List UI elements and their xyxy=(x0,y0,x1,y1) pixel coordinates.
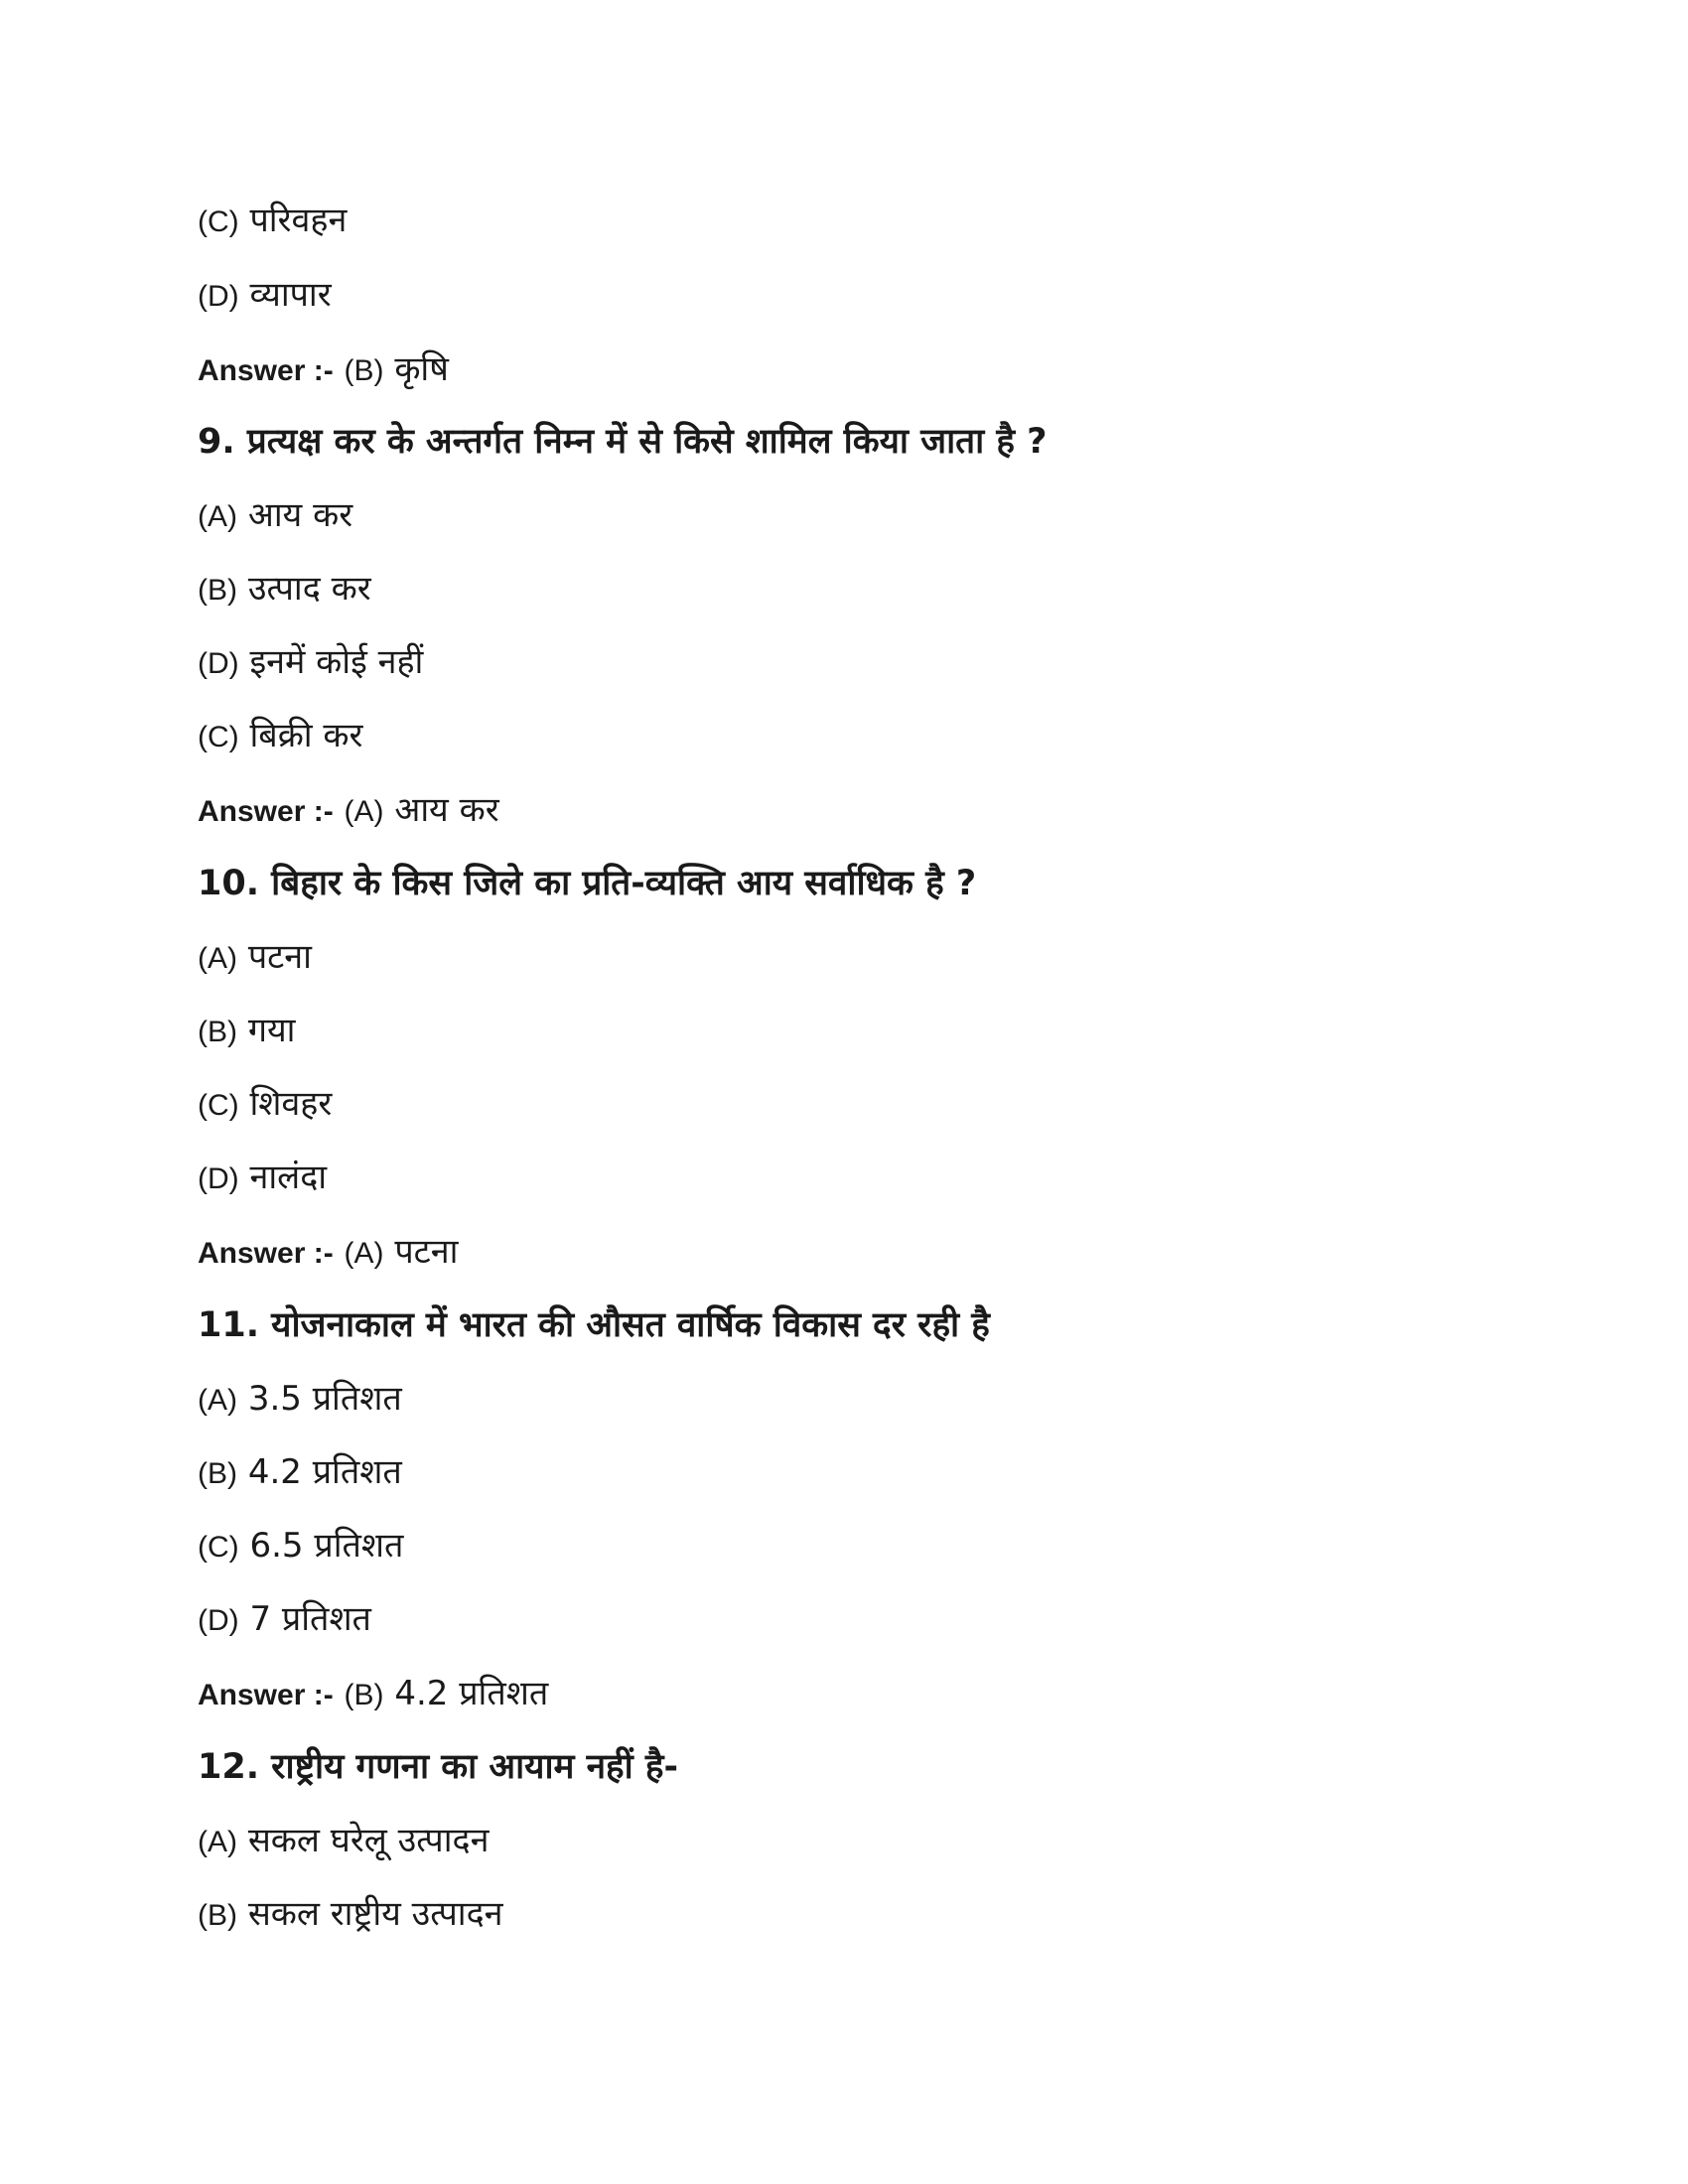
option-letter: (D) xyxy=(198,1604,239,1637)
option-line xyxy=(198,1377,402,1421)
option-line xyxy=(198,1819,489,1862)
question-heading: 11. योजनाकाल में भारत की औसत वार्षिक विकास दर रही है xyxy=(198,1305,990,1345)
option-line xyxy=(198,1597,371,1641)
option-text: उत्पाद कर xyxy=(247,569,371,609)
option-line xyxy=(198,1892,503,1936)
answer-line xyxy=(198,1672,548,1715)
question-heading: 10. बिहार के किस जिले का प्रति-व्यक्ति आय सर्वाधिक है ? xyxy=(198,864,977,903)
option-line xyxy=(198,273,332,317)
question-heading: 12. राष्ट्रीय गणना का आयाम नहीं है- xyxy=(198,1747,678,1787)
answer-line xyxy=(198,788,499,832)
answer-letter: (A) xyxy=(344,1237,384,1270)
option-line xyxy=(198,1450,402,1494)
answer-text: कृषि xyxy=(394,349,449,389)
answer-text: 4.2 प्रतिशत xyxy=(394,1674,549,1713)
option-letter: (A) xyxy=(198,500,237,533)
option-text: 4.2 प्रतिशत xyxy=(247,1452,402,1492)
option-line xyxy=(198,567,371,611)
option-text: बिक्री कर xyxy=(249,716,363,755)
option-letter: (A) xyxy=(198,1826,237,1858)
option-text: परिवहन xyxy=(249,201,348,240)
option-letter: (C) xyxy=(198,1531,239,1564)
answer-letter: (B) xyxy=(344,1679,384,1711)
option-letter: (C) xyxy=(198,205,239,238)
option-text: आय कर xyxy=(247,495,353,535)
option-line xyxy=(198,1082,332,1126)
answer-letter: (A) xyxy=(344,795,384,828)
option-line xyxy=(198,640,423,684)
question-heading: 9. प्रत्यक्ष कर के अन्तर्गत निम्न में से किसे शामिल किया जाता है ? xyxy=(198,422,1048,462)
option-text: व्यापार xyxy=(249,275,332,315)
option-letter: (B) xyxy=(198,1899,237,1932)
option-letter: (B) xyxy=(198,1016,237,1048)
option-letter: (C) xyxy=(198,721,239,753)
option-text: पटना xyxy=(247,937,312,977)
answer-label: Answer :- xyxy=(198,1237,334,1270)
option-letter: (D) xyxy=(198,647,239,680)
option-text: सकल घरेलू उत्पादन xyxy=(247,1821,490,1860)
option-line xyxy=(198,493,352,537)
answer-text: पटना xyxy=(394,1232,459,1272)
option-line xyxy=(198,1156,327,1199)
option-line xyxy=(198,1524,403,1568)
option-letter: (A) xyxy=(198,1384,237,1417)
option-line xyxy=(198,714,362,757)
option-text: 6.5 प्रतिशत xyxy=(249,1526,404,1566)
answer-line xyxy=(198,1230,458,1274)
option-line xyxy=(198,1009,295,1052)
option-letter: (B) xyxy=(198,1457,237,1490)
option-line xyxy=(198,935,312,979)
option-text: नालंदा xyxy=(249,1158,328,1197)
answer-label: Answer :- xyxy=(198,1679,334,1711)
option-text: 3.5 प्रतिशत xyxy=(247,1379,402,1419)
option-text: शिवहर xyxy=(249,1084,333,1124)
option-letter: (D) xyxy=(198,1162,239,1195)
option-text: सकल राष्ट्रीय उत्पादन xyxy=(247,1894,503,1934)
answer-text: आय कर xyxy=(394,790,499,830)
option-text: इनमें कोई नहीं xyxy=(249,642,424,682)
answer-label: Answer :- xyxy=(198,795,334,828)
answer-label: Answer :- xyxy=(198,354,334,387)
option-text: 7 प्रतिशत xyxy=(249,1599,371,1639)
option-letter: (B) xyxy=(198,574,237,607)
answer-letter: (B) xyxy=(344,354,384,387)
answer-line xyxy=(198,347,449,391)
option-text: गया xyxy=(247,1011,296,1050)
option-letter: (C) xyxy=(198,1089,239,1122)
option-letter: (A) xyxy=(198,942,237,975)
option-letter: (D) xyxy=(198,280,239,313)
option-line xyxy=(198,199,347,242)
